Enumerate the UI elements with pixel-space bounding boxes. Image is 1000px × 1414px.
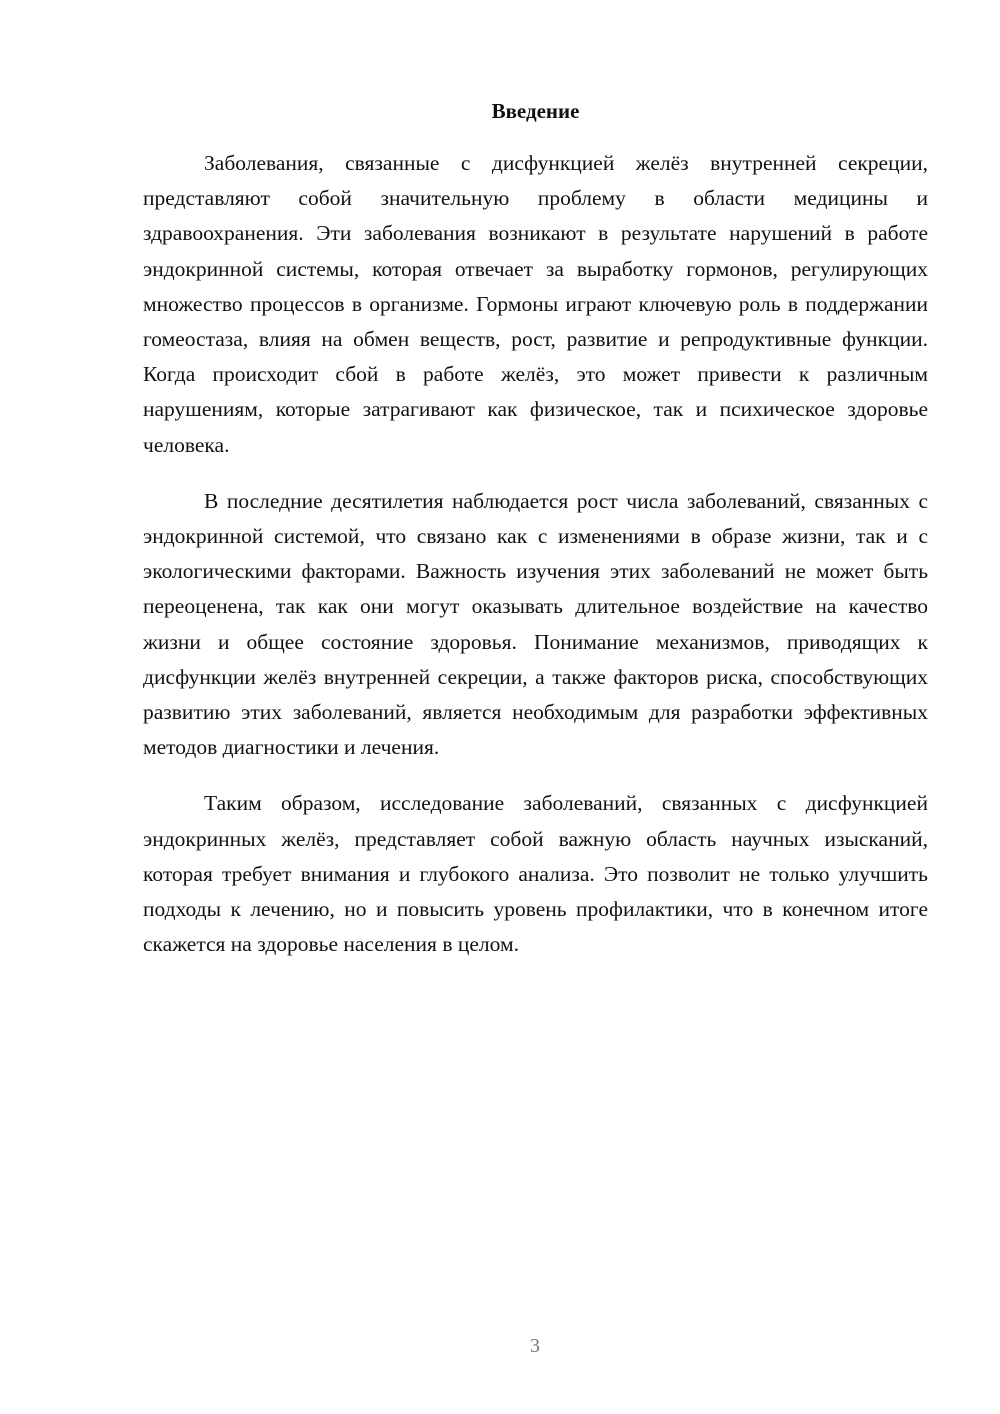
- paragraph-3: Таким образом, исследование заболеваний, связанных с дисфункцией эндокринных желёз, представляет собой важную область научных изысканий, которая требует внимания и глубокого анализа. Это позволит не только улучшить подходы к лечению, но и повысить уровень профилактики, что в конечном итоге скажется на здоровье населения в целом.: [143, 791, 928, 957]
- page-number: 3: [530, 1335, 540, 1357]
- section-heading: Введение: [491, 99, 580, 123]
- paragraph-2: В последние десятилетия наблюдается рост числа заболеваний, связанных с эндокринной системой, что связано как с изменениями в образе жизни, так и с экологическими факторами. Важность изучения этих заболеваний не может быть переоценена, так как они могут оказывать длительное воздействие на качество жизни и общее состояние здоровья. Понимание механизмов, приводящих к дисфункции желёз внутренней секреции, а также факторов риска, способствующих развитию этих заболеваний, является необходимым для разработки эффективных методов диагностики и лечения.: [143, 488, 928, 760]
- paragraph-1: Заболевания, связанные с дисфункцией желёз внутренней секреции, представляют собой значительную проблему в области медицины и здравоохранения. Эти заболевания возникают в результате нарушений в работе эндокринной системы, которая отвечает за выработку гормонов, регулирующих множество процессов в организме. Гормоны играют ключевую роль в поддержании гомеостаза, влияя на обмен веществ, рост, развитие и репродуктивные функции. Когда происходит сбой в работе желёз, это может привести к различным нарушениям, которые затрагивают как физическое, так и психическое здоровье человека.: [143, 151, 928, 457]
- page-content: [143, 96, 928, 983]
